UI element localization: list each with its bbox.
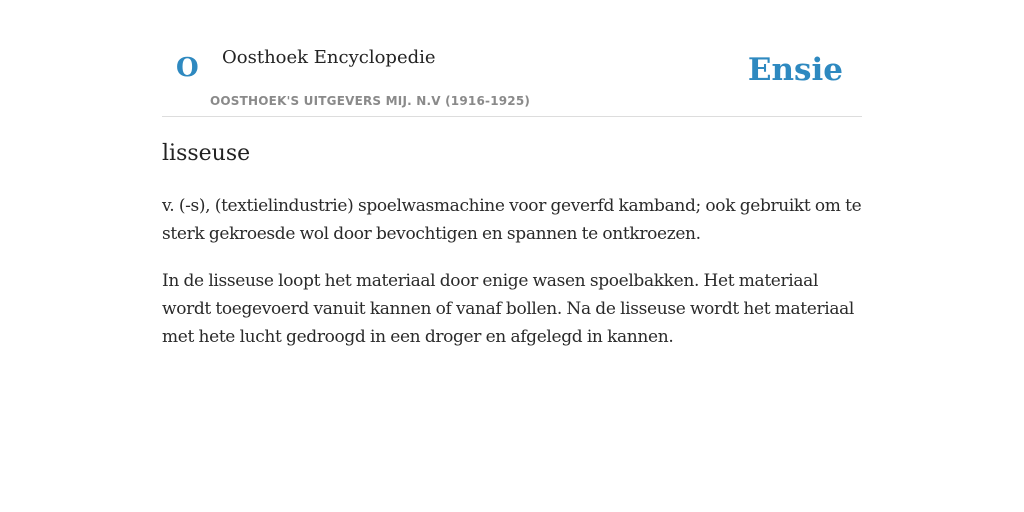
entry-content (162, 192, 862, 370)
entry-paragraph: In de lisseuse loopt het materiaal door enige wasen spoelbakken. Het materiaal wordt toegevoerd vanuit kannen of vanaf bollen. Na de lisseuse wordt het materiaal met hete lucht gedroogd in een droger en afgelegd in kannen. (162, 271, 855, 347)
source-header (162, 0, 862, 117)
entry-paragraph: v. (-s), (textielindustrie) spoelwasmachine voor geverfd kamband; ook gebruikt om te sterk gekroesde wol door bevochtigen en spannen te ontkroezen. (162, 196, 862, 244)
ensie-logo[interactable]: Ensie (747, 52, 843, 88)
page (162, 0, 862, 347)
entry-headword: lisseuse (162, 141, 251, 166)
publisher-label: OOSTHOEK'S UITGEVERS MIJ. N.V (1916-1925) (210, 94, 531, 108)
source-logo[interactable]: O (176, 53, 199, 83)
source-title-link[interactable]: Oosthoek Encyclopedie (222, 47, 436, 68)
